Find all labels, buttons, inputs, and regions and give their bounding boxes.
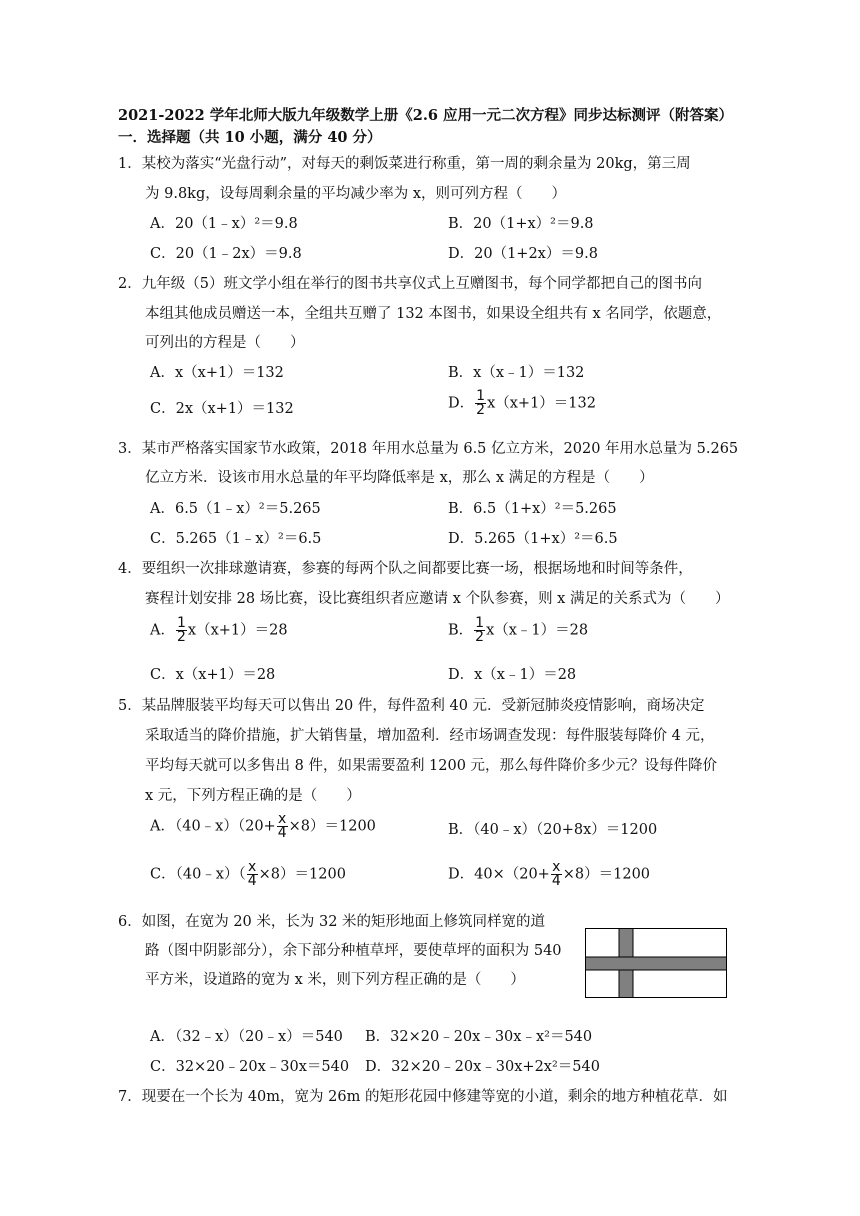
diagram-horizontal-road	[586, 957, 727, 970]
q2-option-a: A．x（x+1）＝132	[150, 365, 284, 381]
q5-line-1: 5．某品牌服装平均每天可以售出 20 件，每件盈利 40 元．受新冠肺炎疫情影响，商场决定	[118, 698, 705, 714]
q2-line-2: 本组其他成员赠送一本，全组共互赠了 132 本图书，如果设全组共有 x 名同学，依题意，	[145, 306, 722, 322]
fraction	[277, 813, 288, 840]
q2-option-d-prefix: D．	[448, 395, 475, 412]
fraction-numerator: 1	[476, 388, 486, 404]
q4-option-b	[448, 617, 588, 644]
q4-line-1: 4．要组织一次排球邀请赛，参赛的每两个队之间都要比赛一场，根据场地和时间等条件，	[118, 561, 693, 577]
road-diagram	[585, 928, 727, 998]
q1-line-2: 为 9.8kg，设每周剩余量的平均减少率为 x，则可列方程（ ）	[145, 186, 567, 202]
fraction-denominator: 2	[176, 629, 186, 645]
q2-line-3: 可列出的方程是（ ）	[145, 335, 305, 351]
q5-option-d-prefix: D．40×（20+	[448, 866, 550, 883]
q3-option-a: A．6.5（1﹣x）²＝5.265	[150, 501, 321, 517]
q5-line-3: 平均每天就可以多售出 8 件，如果需要盈利 1200 元，那么每件降价多少元？设每件降价	[145, 758, 718, 774]
fraction	[176, 617, 187, 644]
fraction-denominator: 4	[247, 873, 257, 889]
q5-option-c-suffix: ×8）＝1200	[258, 866, 346, 883]
fraction-denominator: 4	[277, 825, 287, 841]
fraction-numerator: x	[248, 859, 257, 875]
fraction	[475, 390, 486, 417]
q4-option-c: C．x（x+1）＝28	[150, 667, 276, 683]
q3-line-1: 3．某市严格落实国家节水政策，2018 年用水总量为 6.5 亿立方米，2020 年用水总量为 5.265	[118, 441, 739, 457]
q4-option-d: D．x（x﹣1）＝28	[448, 667, 577, 683]
q6-option-b: B．32×20﹣20x﹣30x﹣x²＝540	[365, 1029, 593, 1045]
q5-option-d-suffix: ×8）＝1200	[562, 866, 651, 883]
section-heading: 一．选择题（共 10 小题，满分 40 分）	[118, 129, 382, 146]
q1-option-d: D．20（1+2x）＝9.8	[448, 246, 598, 262]
q5-option-b: B．（40﹣x）（20+8x）＝1200	[448, 822, 658, 838]
q5-option-a	[150, 813, 376, 840]
q3-option-d: D．5.265（1+x）²＝6.5	[448, 531, 618, 547]
q5-option-c-prefix: C．（40﹣x）（	[150, 866, 246, 883]
fraction-denominator: 2	[476, 402, 486, 418]
q3-line-2: 亿立方米．设该市用水总量的年平均降低率是 x，那么 x 满足的方程是（ ）	[145, 470, 654, 486]
q4-option-b-prefix: B．	[448, 622, 474, 639]
q5-option-d	[448, 861, 650, 888]
q1-option-a: A．20（1﹣x）²＝9.8	[150, 216, 298, 232]
q6-line-1: 6．如图，在宽为 20 米，长为 32 米的矩形地面上修筑同样宽的道	[118, 914, 546, 930]
document-title: 2021-2022 学年北师大版九年级数学上册《2.6 应用一元二次方程》同步达标测评（附答案）	[118, 107, 734, 124]
q2-option-d-suffix: x（x+1）＝132	[487, 395, 596, 412]
fraction	[247, 861, 258, 888]
q2-option-b: B．x（x﹣1）＝132	[448, 365, 585, 381]
q3-option-c: C．5.265（1﹣x）²＝6.5	[150, 531, 322, 547]
q6-option-d: D．32×20﹣20x﹣30x+2x²＝540	[365, 1059, 600, 1075]
q1-option-c: C．20（1﹣2x）＝9.8	[150, 246, 302, 262]
q6-line-2: 路（图中阴影部分），余下部分种植草坪，要使草坪的面积为 540	[145, 943, 562, 959]
fraction	[474, 617, 485, 644]
fraction-numerator: x	[278, 811, 287, 827]
q4-line-2: 赛程计划安排 28 场比赛，设比赛组织者应邀请 x 个队参赛，则 x 满足的关系式为（ ）	[145, 591, 730, 607]
fraction-numerator: 1	[176, 615, 186, 631]
fraction-denominator: 2	[475, 629, 485, 645]
q7-line-1: 7．现要在一个长为 40m，宽为 26m 的矩形花园中修建等宽的小道，剩余的地方种植花草．如	[118, 1089, 728, 1105]
q6-option-c: C．32×20﹣20x﹣30x＝540	[150, 1059, 350, 1075]
fraction-numerator: 1	[475, 615, 485, 631]
q4-option-a-suffix: x（x+1）＝28	[187, 622, 288, 639]
q2-line-1: 2．九年级（5）班文学小组在举行的图书共享仪式上互赠图书，每个同学都把自己的图书向	[118, 276, 702, 292]
q1-option-b: B．20（1+x）²＝9.8	[448, 216, 594, 232]
q5-option-c	[150, 861, 346, 888]
fraction-numerator: x	[552, 859, 561, 875]
q6-option-a: A．（32﹣x）（20﹣x）＝540	[150, 1029, 343, 1045]
q4-option-a-prefix: A．	[150, 622, 175, 639]
q1-line-1: 1．某校为落实“光盘行动”，对每天的剩饭菜进行称重，第一周的剩余量为 20kg，第三周	[118, 156, 691, 172]
q5-option-a-prefix: A．（40﹣x）（20+	[150, 818, 276, 835]
q2-option-c: C．2x（x+1）＝132	[150, 401, 294, 417]
fraction	[551, 861, 562, 888]
q2-option-d	[448, 390, 596, 417]
q6-line-3: 平方米，设道路的宽为 x 米，则下列方程正确的是（ ）	[145, 972, 525, 988]
fraction-denominator: 4	[551, 873, 561, 889]
q4-option-b-suffix: x（x﹣1）＝28	[486, 622, 589, 639]
q5-line-2: 采取适当的降价措施，扩大销售量，增加盈利．经市场调查发现：每件服装每降价 4 元，	[145, 728, 715, 744]
q5-option-a-suffix: ×8）＝1200	[288, 818, 376, 835]
q5-line-4: x 元，下列方程正确的是（ ）	[145, 788, 361, 804]
q3-option-b: B．6.5（1+x）²＝5.265	[448, 501, 617, 517]
q4-option-a	[150, 617, 288, 644]
